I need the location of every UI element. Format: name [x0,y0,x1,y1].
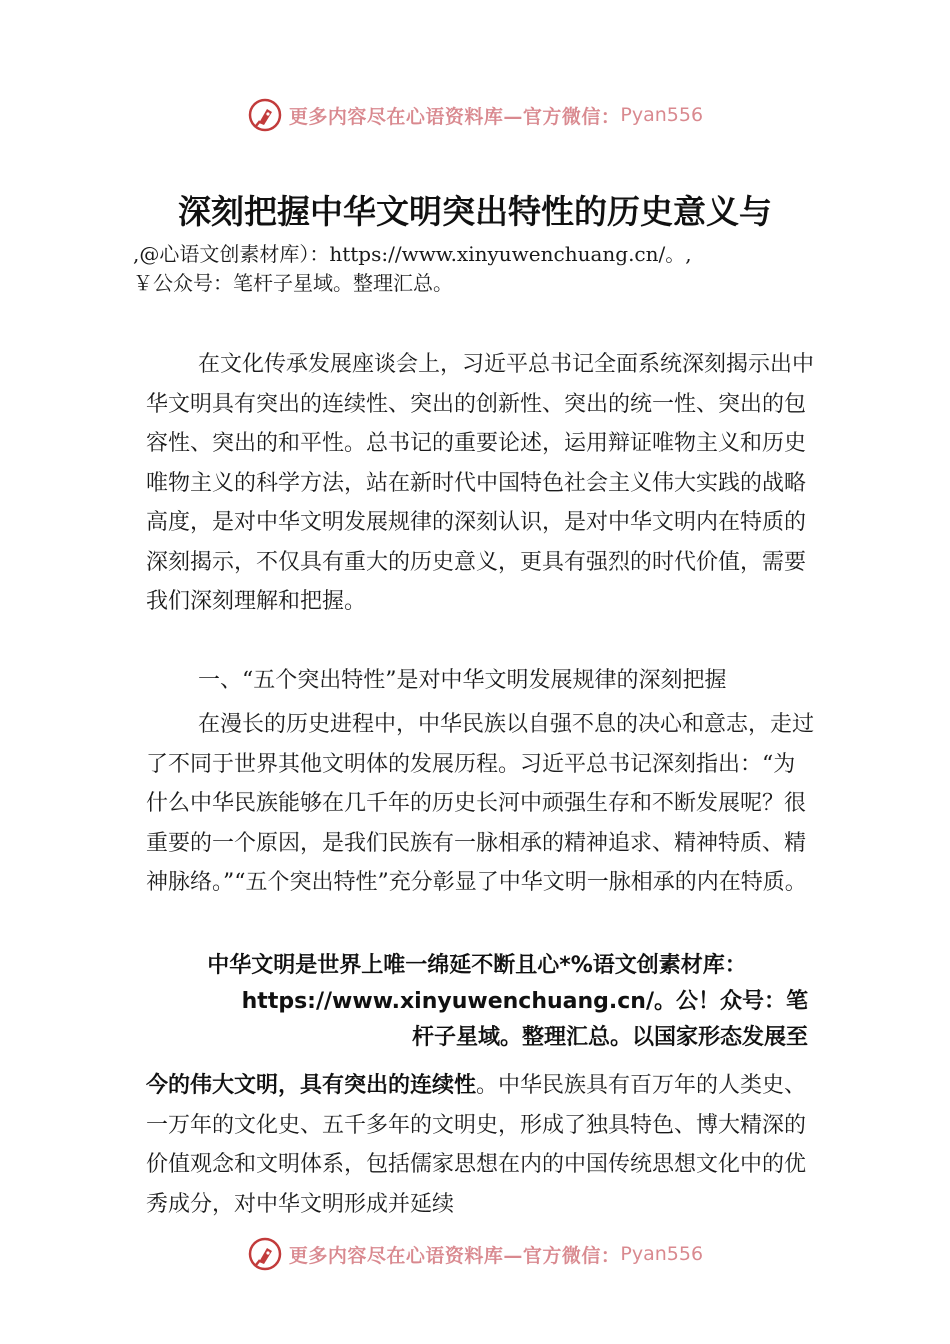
document-title: 深刻把握中华文明突出特性的历史意义与 [178,192,772,231]
paragraph-3 [146,1066,814,1224]
bold-callout [146,948,808,1056]
pen-nib-logo-icon [247,1236,283,1272]
bold-line-3: 杆子星域。整理汇总。以国家形态发展至 [411,1025,808,1050]
paragraph-1: 在文化传承发展座谈会上，习近平总书记全面系统深刻揭示出中华文明具有突出的连续性、突出的创新性、突出的统一性、突出的包容性、突出的和平性。总书记的重要论述，运用辩证唯物主义和历史唯物主义的科学方法，站在新时代中国特色社会主义伟大实践的战略高度，是对中华文明发展规律的深刻认识，是对中华文明内在特质的深刻揭示，不仅具有重大的历史意义，更具有强烈的时代价值，需要我们深刻理解和把握。 [146,352,815,614]
paragraph-3-lead: 今的伟大文明，具有突出的连续性 [146,1073,477,1098]
bold-line-1: 中华文明是世界上唯一绵延不断且心*%语文创素材库： [207,953,747,978]
section-heading-1: 一、“五个突出特性”是对中华文明发展规律的深刻把握 [198,668,727,693]
banner-wechat-id: Pyan556 [620,1243,704,1265]
pen-nib-logo-icon [247,97,283,133]
banner-wechat-id: Pyan556 [620,104,704,126]
bold-line-2: https://www.xinyuwenchuang.cn/。公！众号：笔 [241,989,808,1014]
paragraph-3-rest: 。中华民族具有百万年的人类史、一万年的文化史、五千多年的文明史，形成了独具特色、博大精深的价值观念和文明体系，包括儒家思想在内的中国传统思想文化中的优秀成分，对中华文明形成并延续 [146,1073,807,1217]
source-line-2: ￥公众号：笔杆子星域。整理汇总。 [133,271,453,295]
banner-text: 更多内容尽在心语资料库—官方微信： [288,1244,621,1267]
footer-banner [0,1234,950,1274]
banner-text: 更多内容尽在心语资料库—官方微信： [288,105,621,128]
header-banner [0,95,950,135]
paragraph-2: 在漫长的历史进程中，中华民族以自强不息的决心和意志，走过了不同于世界其他文明体的发展历程。习近平总书记深刻指出：“为什么中华民族能够在几千年的历史长河中顽强生存和不断发展呢？很重要的一个原因，是我们民族有一脉相承的精神追求、精神特质、精神脉络。”“五个突出特性”充分彰显了中华文明一脉相承的内在特质。 [146,712,815,895]
source-line-1: ,@心语文创素材库）：https://www.xinyuwenchuang.cn/。, [133,242,692,266]
